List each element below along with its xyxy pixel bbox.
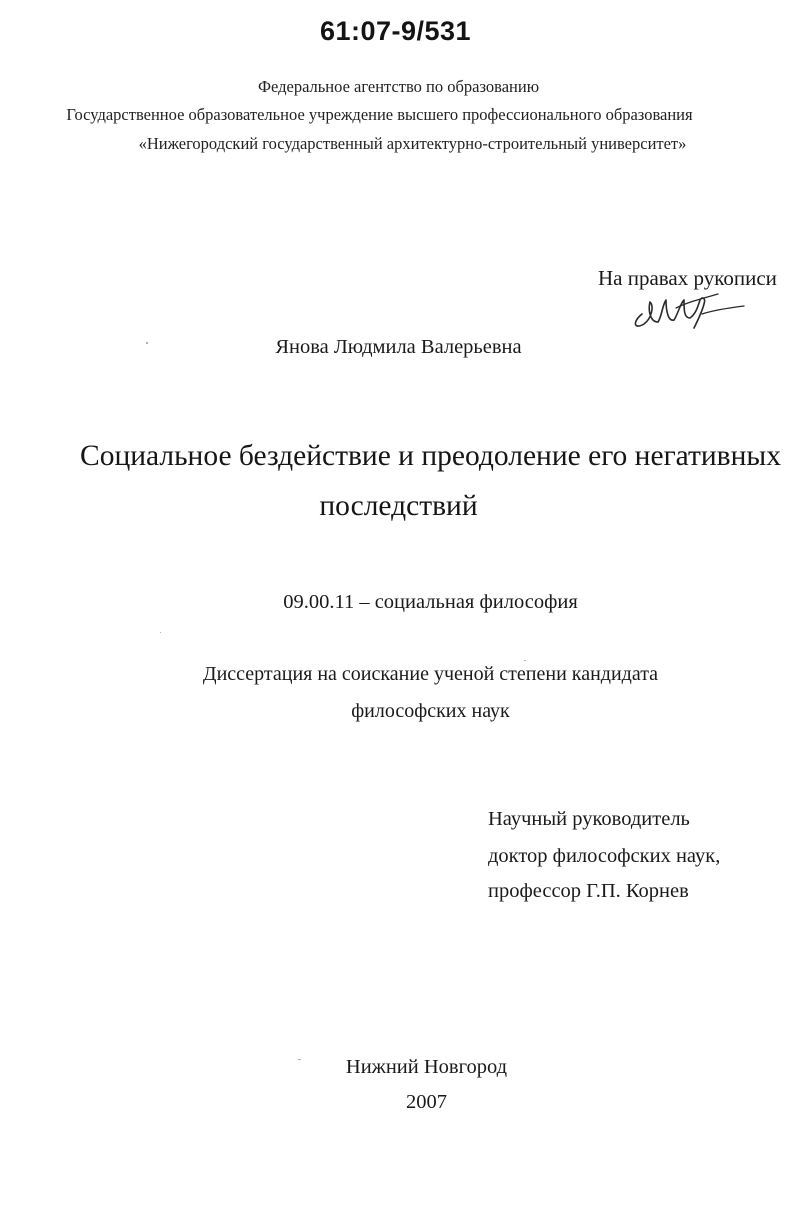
specialty-code: 09.00.11 – социальная философия [283,591,578,613]
supervisor-name: профессор Г.П. Корнев [488,880,689,902]
signature [628,288,746,334]
institution-type: Государственное образовательное учреждение высшего профессионального образования [66,105,693,124]
degree-line-2: философских наук [351,700,510,722]
agency-name: Федеральное агентство по образованию [257,77,540,96]
supervisor-role: Научный руководитель [488,808,690,830]
manuscript-rights-note: На правах рукописи [598,266,777,290]
archive-stamp [0,16,797,47]
publication-year: 2007 [406,1091,447,1113]
author-name: Янова Людмила Валерьевна [275,336,522,358]
supervisor-credentials: доктор философских наук, [488,845,721,867]
university-name: «Нижегородский государственный архитектурно-строительный университет» [138,134,687,153]
scan-speck [298,1059,301,1060]
archive-code: 61:07-9/531 [319,16,472,46]
place-of-publication: Нижний Новгород [345,1056,508,1078]
dissertation-title-line-2: последствий [319,490,478,522]
dissertation-title-line-1: Социальное бездействие и преодоление его негативных [80,440,781,472]
degree-line-1: Диссертация на соискание ученой степени кандидата [202,663,659,685]
scan-speck [160,632,161,633]
scan-speck [146,342,148,344]
scan-speck [524,660,526,661]
